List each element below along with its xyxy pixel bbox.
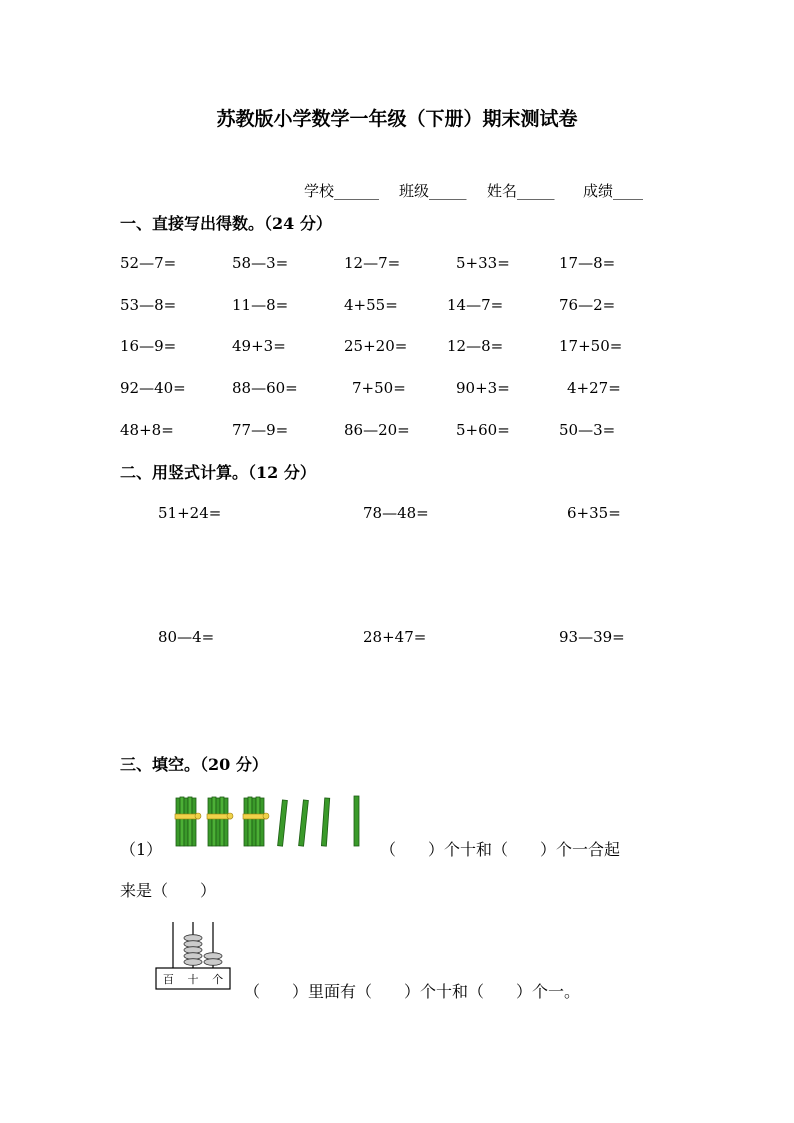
problem: 4+27= [567,379,621,397]
single-stick-icon [321,798,329,846]
section1-heading: 一、直接写出得数。（24 分） [120,214,332,233]
q2-text: （ ）里面有（ ）个十和（ ）个一。 [244,982,581,1001]
score-field: 成绩____ [583,182,644,200]
section3-heading: 三、填空。（20 分） [120,755,268,774]
vertical-problem: 51+24= [158,504,222,522]
school-field: 学校______ [304,182,380,200]
problem: 76—2= [559,296,616,314]
abacus-label-hundreds: 百 [162,973,174,986]
single-stick-icon [278,800,288,846]
abacus-label-ones: 个 [212,973,224,986]
problem: 49+3= [232,337,286,355]
vertical-problem: 6+35= [567,504,621,522]
vertical-problem: 80—4= [158,628,215,646]
q1-text: （ ）个十和（ ）个一合起 [380,840,621,859]
problem: 58—3= [232,254,289,272]
problem: 90+3= [456,379,510,397]
problem: 25+20= [344,337,408,355]
problem: 48+8= [120,421,174,439]
class-field: 班级_____ [399,182,467,200]
problem: 11—8= [232,296,289,314]
problem: 88—60= [232,379,298,397]
problem: 17—8= [559,254,616,272]
section2-heading: 二、用竖式计算。（12 分） [120,463,316,482]
bundle-of-ten-icon [207,797,233,846]
single-stick-icon [299,800,309,846]
problem: 14—7= [447,296,504,314]
abacus-label-tens: 十 [187,973,199,986]
q1-number: （1） [120,840,163,859]
problem: 53—8= [120,296,177,314]
abacus-labels [156,971,230,987]
page-title: 苏教版小学数学一年级（下册）期末测试卷 [216,108,578,130]
problem: 4+55= [344,296,398,314]
problem: 12—8= [447,337,504,355]
vertical-problem: 93—39= [559,628,625,646]
vertical-problem: 78—48= [363,504,429,522]
problem: 86—20= [344,421,410,439]
name-field: 姓名_____ [487,182,555,200]
problem: 16—9= [120,337,177,355]
problem: 77—9= [232,421,289,439]
single-stick-icon [354,796,359,846]
problem: 5+60= [456,421,510,439]
problem: 52—7= [120,254,177,272]
bundle-of-ten-icon [243,797,269,846]
problem: 92—40= [120,379,186,397]
sticks-bundle-icon [170,792,370,850]
vertical-problem: 28+47= [363,628,427,646]
q1-continuation: 来是（ ） [120,881,217,900]
problem: 17+50= [559,337,623,355]
problem: 12—7= [344,254,401,272]
problem: 50—3= [559,421,616,439]
problem: 7+50= [352,379,406,397]
problem: 5+33= [456,254,510,272]
bundle-of-ten-icon [175,797,201,846]
